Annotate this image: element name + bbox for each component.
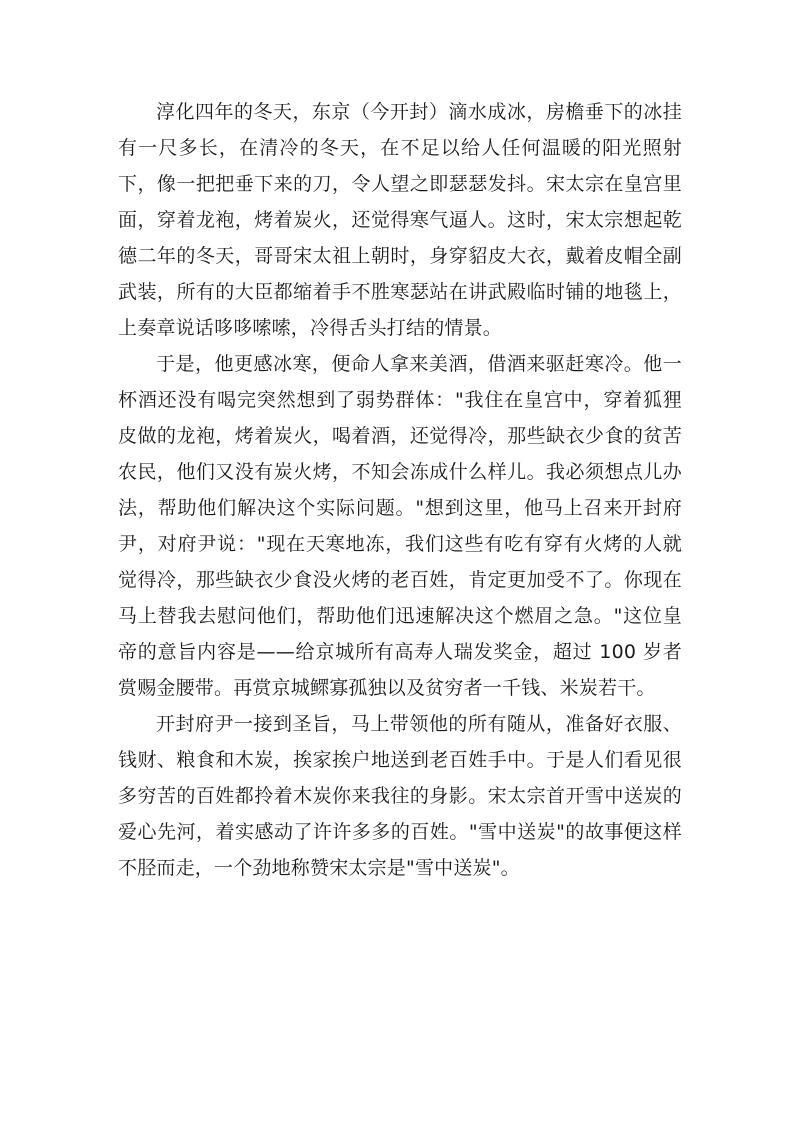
paragraph-2: 于是，他更感冰寒，便命人拿来美酒，借酒来驱赶寒冷。他一杯酒还没有喝完突然想到了弱势群体："我住在皇宫中，穿着狐狸皮做的龙袍，烤着炭火，喝着酒，还觉得冷，那些缺衣少食的贫苦农民，他们又没有炭火烤，不知会冻成什么样儿。我必须想点儿办法，帮助他们解决这个实际问题。"想到这里，他马上召来开封府尹，对府尹说："现在天寒地冻，我们这些有吃有穿有火烤的人就觉得冷，那些缺衣少食没火烤的老百姓，肯定更加受不了。你现在马上替我去慰问他们，帮助他们迅速解决这个燃眉之急。"这位皇帝的意旨内容是——给京城所有高寿人瑞发奖金，超过 100 岁者赏赐金腰带。再赏京城鳏寡孤独以及贫穷者一千钱、米炭若干。: [118, 353, 682, 699]
document-body: [118, 94, 682, 886]
paragraph-1: 淳化四年的冬天，东京（今开封）滴水成冰，房檐垂下的冰挂有一尺多长，在清冷的冬天，在不足以给人任何温暖的阳光照射下，像一把把垂下来的刀，令人望之即瑟瑟发抖。宋太宗在皇宫里面，穿着龙袍，烤着炭火，还觉得寒气逼人。这时，宋太宗想起乾德二年的冬天，哥哥宋太祖上朝时，身穿貂皮大衣，戴着皮帽全副武装，所有的大臣都缩着手不胜寒瑟站在讲武殿临时铺的地毯上，上奏章说话哆哆嗦嗦，冷得舌头打结的情景。: [118, 101, 682, 339]
paragraph-3: 开封府尹一接到圣旨，马上带领他的所有随从，准备好衣服、钱财、粮食和木炭，挨家挨户地送到老百姓手中。于是人们看见很多穷苦的百姓都拎着木炭你来我往的身影。宋太宗首开雪中送炭的爱心先河，着实感动了许许多多的百姓。"雪中送炭"的故事便这样不胫而走，一个劲地称赞宋太宗是"雪中送炭"。: [118, 713, 682, 879]
